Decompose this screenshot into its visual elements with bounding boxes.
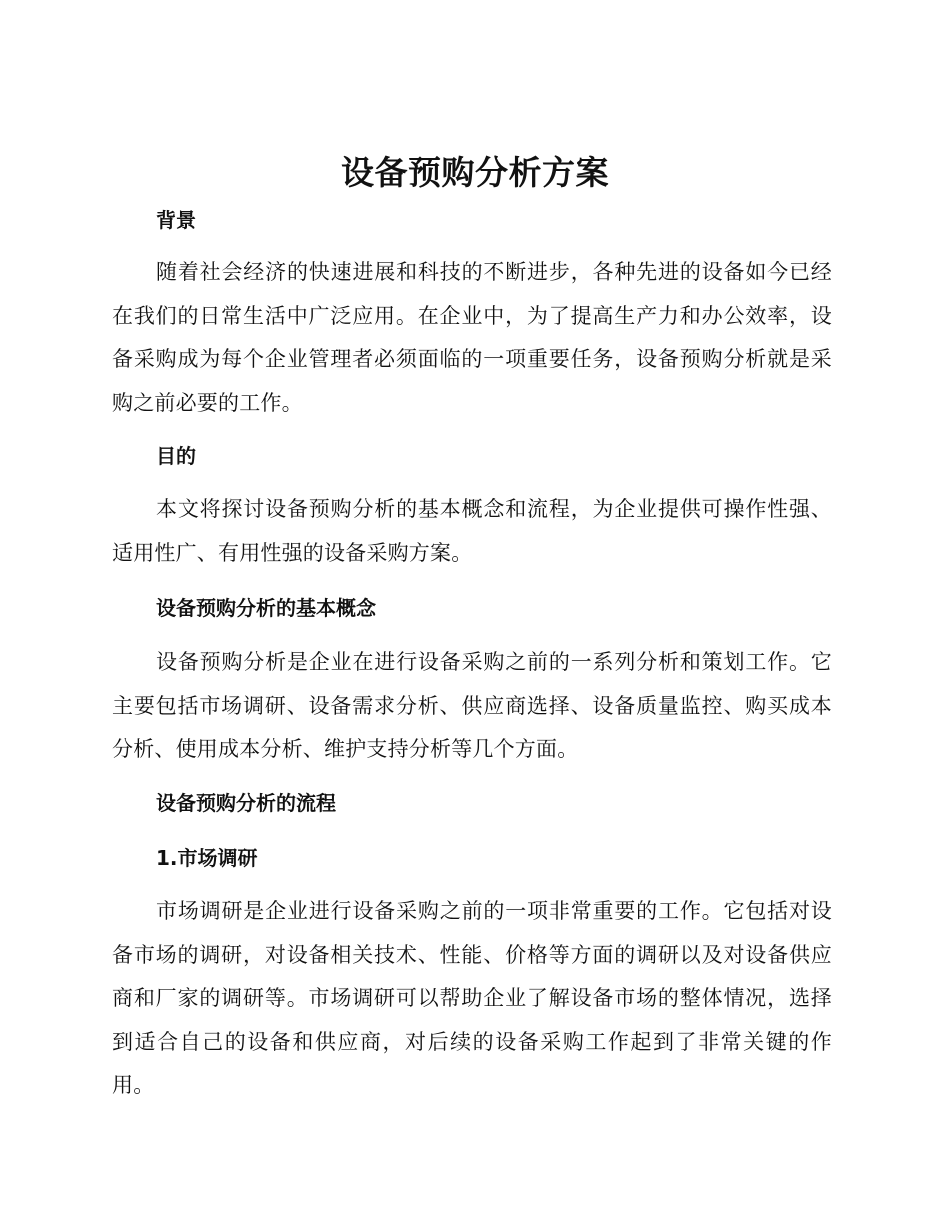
section-heading-process: 设备预购分析的流程 <box>156 791 336 815</box>
section-heading-purpose: 目的 <box>156 444 196 468</box>
paragraph-purpose: 本文将探讨设备预购分析的基本概念和流程，为企业提供可操作性强、适用性广、有用性强的设备采购方案。 <box>112 497 832 565</box>
paragraph-background: 随着社会经济的快速进展和科技的不断进步，各种先进的设备如今已经在我们的日常生活中广泛应用。在企业中，为了提高生产力和办公效率，设备采购成为每个企业管理者必须面临的一项重要任务，设备预购分析就是采购之前必要的工作。 <box>112 260 832 415</box>
paragraph-market-research: 市场调研是企业进行设备采购之前的一项非常重要的工作。它包括对设备市场的调研，对设备相关技术、性能、价格等方面的调研以及对设备供应商和厂家的调研等。市场调研可以帮助企业了解设备市场的整体情况，选择到适合自己的设备和供应商，对后续的设备采购工作起到了非常关键的作用。 <box>112 899 832 1097</box>
document-title: 设备预购分析方案 <box>341 153 609 192</box>
subsection-heading-market-research: 1.市场调研 <box>156 846 258 870</box>
paragraph-concept: 设备预购分析是企业在进行设备采购之前的一系列分析和策划工作。它主要包括市场调研、设备需求分析、供应商选择、设备质量监控、购买成本分析、使用成本分析、维护支持分析等几个方面。 <box>112 650 832 761</box>
section-heading-concept: 设备预购分析的基本概念 <box>156 596 376 620</box>
section-heading-background: 背景 <box>156 208 196 232</box>
